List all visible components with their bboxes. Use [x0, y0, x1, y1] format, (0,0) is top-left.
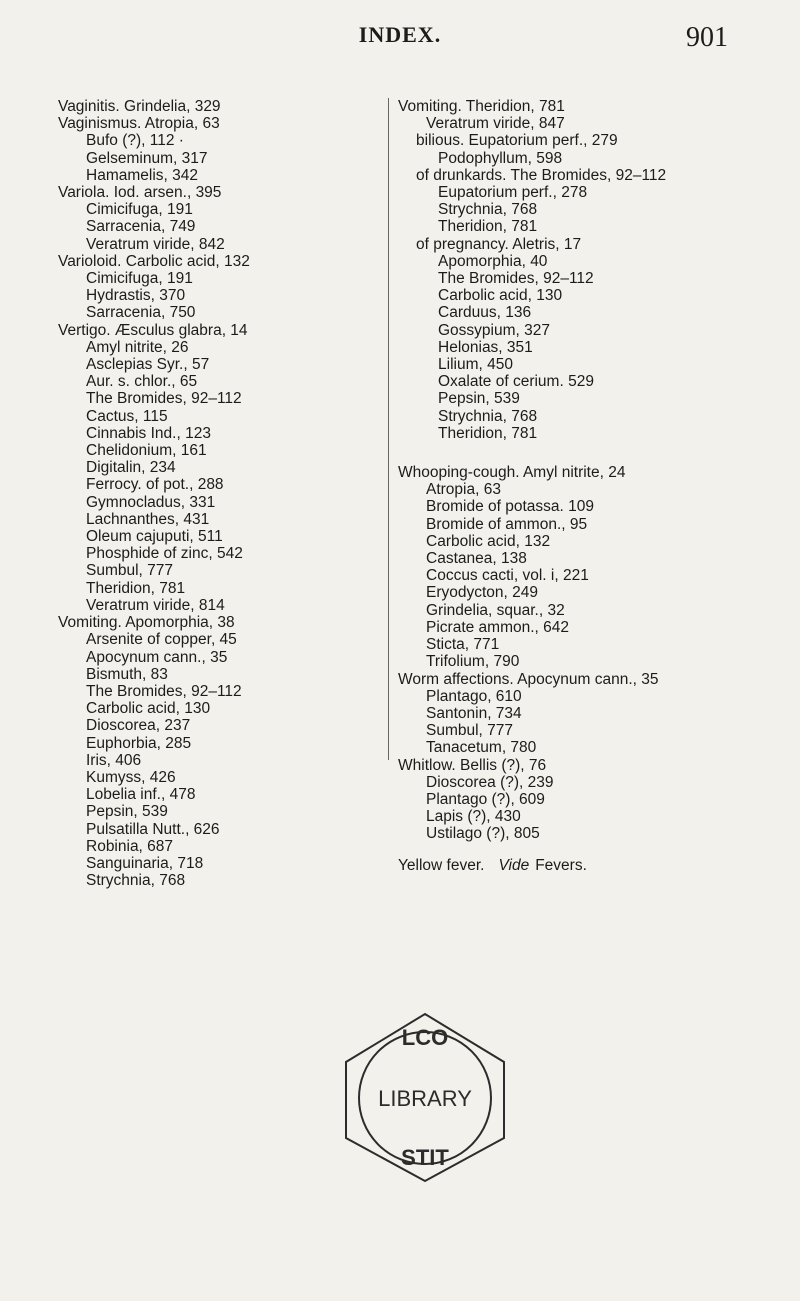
index-subentry: Robinia, 687: [86, 837, 174, 855]
index-subentry: Eryodycton, 249: [426, 584, 539, 602]
index-subentry: Gossypium, 327: [438, 321, 550, 339]
index-subentry: Apomorphia, 40: [438, 252, 548, 270]
index-subentry: Strychnia, 768: [86, 872, 186, 890]
index-subentry: Castanea, 138: [426, 550, 527, 568]
index-subentry: Oxalate of cerium. 529: [438, 373, 594, 391]
index-subentry: Dioscorea (?), 239: [426, 773, 554, 791]
index-subentry: Sticta, 771: [426, 636, 500, 654]
index-subentry: Dioscorea, 237: [86, 717, 191, 735]
index-subentry: Carbolic acid, 130: [86, 700, 211, 718]
right-index-column: [398, 98, 758, 874]
index-subentry: Lapis (?), 430: [426, 808, 521, 826]
index-subentry: Gelseminum, 317: [86, 149, 208, 167]
index-subentry: The Bromides, 92–112: [86, 682, 242, 700]
index-subentry: Sanguinaria, 718: [86, 854, 204, 872]
index-heading: Vomiting. Theridion, 781: [398, 98, 565, 115]
index-subentry: Cimicifuga, 191: [86, 201, 193, 219]
index-subentry: Digitalin, 234: [86, 459, 176, 477]
index-subheading: of pregnancy. Aletris, 17: [416, 235, 582, 253]
left-index-column: [58, 98, 378, 889]
index-subentry: Carduus, 136: [438, 304, 532, 322]
index-subentry: Bromide of potassa. 109: [426, 498, 595, 516]
index-subentry: Trifolium, 790: [426, 653, 520, 671]
index-subentry: Cinnabis Ind., 123: [86, 424, 211, 442]
index-subentry: Strychnia, 768: [438, 201, 538, 219]
index-subentry: Theridion, 781: [86, 579, 186, 597]
index-heading: Vertigo. Æsculus glabra, 14: [58, 321, 248, 339]
page-number: 901: [686, 22, 728, 53]
index-subentry: Carbolic acid, 130: [438, 287, 563, 305]
index-subentry: Asclepias Syr., 57: [86, 356, 210, 374]
index-subentry: Pepsin, 539: [86, 803, 168, 821]
index-subentry: Chelidonium, 161: [86, 442, 207, 460]
index-subentry: Picrate ammon., 642: [426, 618, 570, 636]
index-heading-yellow-fever: [398, 857, 758, 874]
library-stamp: [340, 1010, 510, 1185]
index-subentry: Oleum cajuputi, 511: [86, 528, 223, 546]
index-subentry: Plantago, 610: [426, 687, 522, 705]
stamp-center-text: LIBRARY: [378, 1086, 472, 1111]
index-subentry: Amyl nitrite, 26: [86, 338, 189, 356]
index-heading: Vomiting. Apomorphia, 38: [58, 614, 235, 632]
index-heading: Whooping-cough. Amyl nitrite, 24: [398, 464, 626, 482]
index-subentry: Sarracenia, 749: [86, 218, 196, 236]
index-subentry: Veratrum viride, 814: [86, 596, 225, 614]
index-subentry: Arsenite of copper, 45: [86, 631, 237, 649]
index-subentry: Bufo (?), 112 ·: [86, 132, 184, 150]
index-subentry: Iris, 406: [86, 751, 142, 769]
page-title: INDEX.: [358, 22, 442, 47]
index-subentry: Podophyllum, 598: [438, 149, 563, 167]
index-subentry: Lilium, 450: [438, 356, 513, 374]
index-heading: Vaginitis. Grindelia, 329: [58, 98, 221, 115]
index-subentry: Gymnocladus, 331: [86, 493, 216, 511]
index-heading: Vaginismus. Atropia, 63: [58, 115, 220, 133]
index-subentry: Theridion, 781: [438, 424, 538, 442]
index-heading: Varioloid. Carbolic acid, 132: [58, 252, 250, 270]
index-subentry: Ustilago (?), 805: [426, 825, 540, 843]
index-subentry: Veratrum viride, 847: [426, 115, 565, 133]
index-subentry: Lachnanthes, 431: [86, 510, 210, 528]
index-subheading: of drunkards. The Bromides, 92–112: [416, 166, 667, 184]
index-subentry: Tanacetum, 780: [426, 739, 537, 757]
index-subentry: Apocynum cann., 35: [86, 648, 228, 666]
index-subentry: Bismuth, 83: [86, 665, 168, 683]
index-subentry: Hydrastis, 370: [86, 287, 186, 305]
cross-reference-target: Fevers.: [535, 856, 587, 874]
stamp-top-text: LCO: [401, 1025, 449, 1050]
index-subentry: Coccus cacti, vol. i, 221: [426, 567, 589, 585]
index-heading: Variola. Iod. arsen., 395: [58, 184, 222, 202]
index-subentry: Theridion, 781: [438, 218, 538, 236]
index-subentry: Aur. s. chlor., 65: [86, 373, 198, 391]
index-subentry: The Bromides, 92–112: [86, 390, 242, 408]
index-subentry: Carbolic acid, 132: [426, 532, 551, 550]
entry-spacer: [398, 442, 758, 464]
index-subentry: Sarracenia, 750: [86, 304, 196, 322]
index-subentry: Bromide of ammon., 95: [426, 515, 588, 533]
index-subentry: Helonias, 351: [438, 338, 533, 356]
index-subentry: Hamamelis, 342: [86, 166, 198, 184]
index-subentry: Atropia, 63: [426, 481, 501, 499]
index-subentry: Pulsatilla Nutt., 626: [86, 820, 220, 838]
stamp-bottom-text: STIT: [401, 1145, 449, 1170]
index-subentry: Ferrocy. of pot., 288: [86, 476, 224, 494]
index-subentry: Kumyss, 426: [86, 768, 176, 786]
column-divider: [388, 98, 389, 760]
index-heading: Worm affections. Apocynum cann., 35: [398, 670, 659, 688]
index-subentry: The Bromides, 92–112: [438, 270, 594, 288]
index-subentry: Cactus, 115: [86, 407, 168, 425]
index-subentry: Sumbul, 777: [86, 562, 174, 580]
index-subentry: Cimicifuga, 191: [86, 270, 193, 288]
index-subentry: Grindelia, squar., 32: [426, 601, 565, 619]
index-subentry: Santonin, 734: [426, 704, 522, 722]
index-subentry: Strychnia, 768: [438, 407, 538, 425]
index-subentry: Veratrum viride, 842: [86, 235, 225, 253]
entry-spacer: [398, 843, 758, 857]
index-subentry: Phosphide of zinc, 542: [86, 545, 243, 563]
index-subentry: Sumbul, 777: [426, 722, 514, 740]
index-subentry: Plantago (?), 609: [426, 790, 545, 808]
index-subheading: bilious. Eupatorium perf., 279: [416, 132, 618, 150]
index-subentry: Lobelia inf., 478: [86, 786, 196, 804]
index-heading: Whitlow. Bellis (?), 76: [398, 756, 547, 774]
vide-reference: Vide: [498, 856, 530, 874]
index-subentry: Eupatorium perf., 278: [438, 184, 588, 202]
entry-term: Yellow fever.: [398, 856, 485, 874]
index-subentry: Euphorbia, 285: [86, 734, 192, 752]
index-subentry: Pepsin, 539: [438, 390, 520, 408]
